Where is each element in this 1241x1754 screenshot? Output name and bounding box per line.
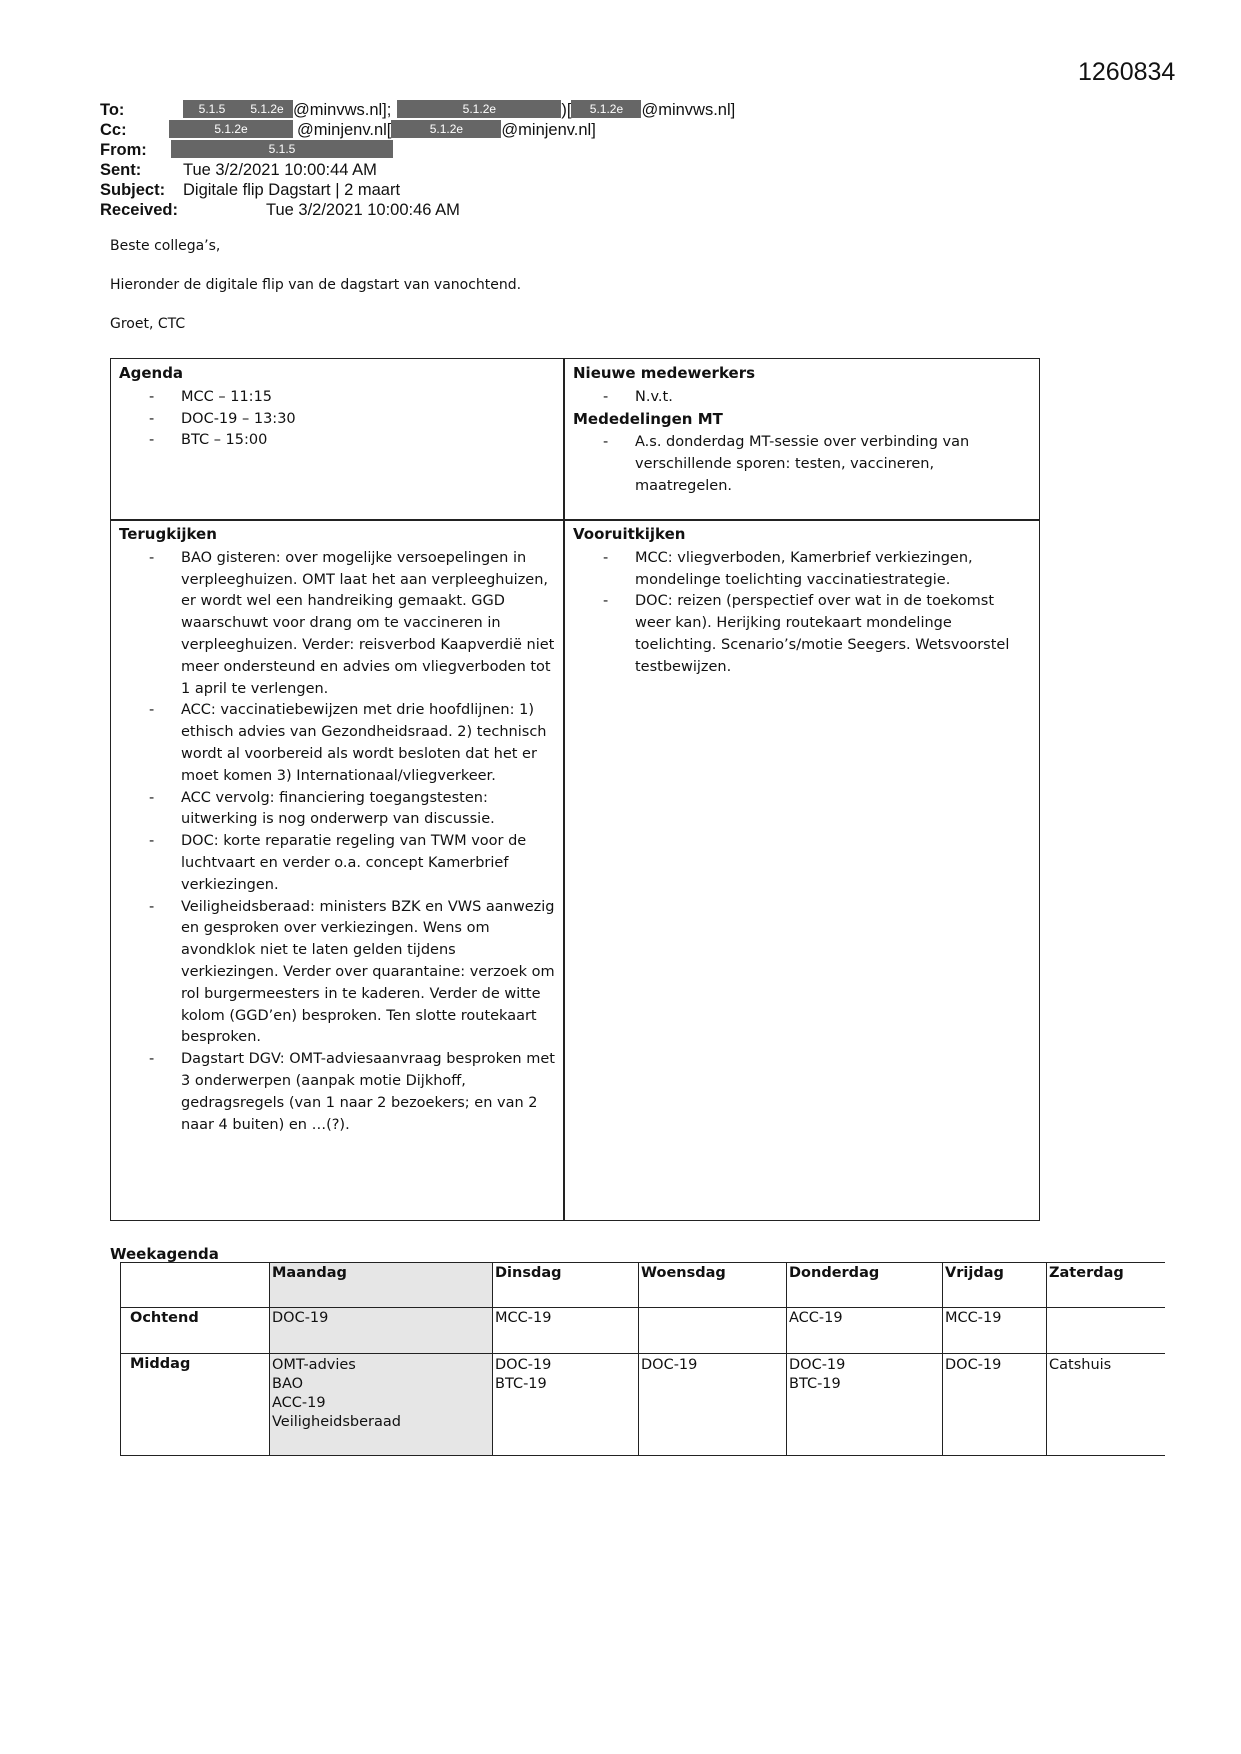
table-cell <box>639 1308 787 1354</box>
cell-line: Catshuis <box>1049 1357 1112 1373</box>
row-label: Ochtend <box>121 1308 270 1354</box>
redaction: 5.1.2e <box>571 100 641 118</box>
intro-line: Hieronder de digitale flip van de dagstart van vanochtend. <box>110 277 522 293</box>
table-header-empty <box>121 1263 270 1308</box>
nieuwe-title: Nieuwe medewerkers <box>573 364 756 382</box>
table-cell <box>1047 1354 1166 1456</box>
to-separator: )[ <box>561 101 572 119</box>
cell-line: DOC-19 <box>495 1357 552 1373</box>
weekagenda-title: Weekagenda <box>110 1245 219 1263</box>
agenda-title: Agenda <box>119 364 184 382</box>
table-header: Donderdag <box>787 1263 943 1308</box>
to-domain: @minvws.nl]; <box>293 101 392 119</box>
flip-grid <box>110 358 1040 1221</box>
nieuwe-list <box>573 387 1031 409</box>
list-item: - DOC: korte reparatie regeling van TWM voor de luchtvaart en verder o.a. concept Kamerbrief verkiezingen. <box>149 831 555 896</box>
table-header: Maandag <box>270 1263 493 1308</box>
cell-line: Veiligheidsberaad <box>272 1414 401 1430</box>
cell-line: DOC-19 <box>641 1357 698 1373</box>
list-item: - Veiligheidsberaad: ministers BZK en VWS aanwezig en gesproken over verkiezingen. Wens om avondklok niet te laten gelden tijdens verkiezingen. Verder over quarantaine: verzoek om rol burgermeesters in te kaderen. Verder de witte kolom (GGD’en) besproken. Ten slotte routekaart besproken. <box>149 897 555 1050</box>
redaction: 5.1.5 <box>183 100 241 118</box>
cell-line: BAO <box>272 1376 304 1392</box>
to-label: To: <box>100 101 125 119</box>
table-cell <box>493 1354 639 1456</box>
to-domain: @minvws.nl] <box>641 101 736 119</box>
document-number: 1260834 <box>1078 58 1176 86</box>
list-item: - ACC vervolg: financiering toegangstesten: uitwerking is nog onderwerp van discussie. <box>149 788 555 832</box>
list-item: - ACC: vaccinatiebewijzen met drie hoofdlijnen: 1) ethisch advies van Gezondheidsraad. 2) technisch wordt al voorbereid als wordt besloten dat het er moet komen 3) Internationaal/vliegverkeer. <box>149 700 555 787</box>
received-value: Tue 3/2/2021 10:00:46 AM <box>266 201 460 219</box>
table-cell <box>787 1354 943 1456</box>
cc-label: Cc: <box>100 121 127 139</box>
table-cell <box>943 1354 1047 1456</box>
received-row <box>100 200 735 220</box>
vooruitkijken-cell <box>565 520 1039 683</box>
list-item: - MCC: vliegverboden, Kamerbrief verkiezingen, mondelinge toelichting vaccinatiestrategie. <box>603 548 1031 592</box>
table-cell <box>270 1354 493 1456</box>
from-label: From: <box>100 141 147 159</box>
list-item: - MCC – 11:15 <box>149 387 555 409</box>
table-header: Dinsdag <box>493 1263 639 1308</box>
table-cell: DOC-19 <box>270 1308 493 1354</box>
subject-value: Digitale flip Dagstart | 2 maart <box>183 181 401 199</box>
redaction: 5.1.2e <box>169 120 293 138</box>
vooruitkijken-title: Vooruitkijken <box>573 525 686 543</box>
agenda-cell <box>111 359 563 456</box>
table-header: Zaterdag <box>1047 1263 1166 1308</box>
table-row <box>121 1308 1166 1354</box>
sent-label: Sent: <box>100 161 142 179</box>
list-item: - Dagstart DGV: OMT-adviesaanvraag besproken met 3 onderwerpen (aanpak motie Dijkhoff, gedragsregels (van 1 naar 2 bezoekers; en van 2 naar 4 buiten) en …(?). <box>149 1049 555 1136</box>
cell-line: OMT-advies <box>272 1357 356 1373</box>
list-item: - DOC: reizen (perspectief over wat in de toekomst weer kan). Herijking routekaart mondelinge toelichting. Scenario’s/motie Seegers. Wetsvoorstel testbewijzen. <box>603 591 1031 678</box>
cell-line: DOC-19 <box>945 1357 1002 1373</box>
subject-row <box>100 180 735 200</box>
redaction: 5.1.5 <box>171 140 393 158</box>
table-header: Woensdag <box>639 1263 787 1308</box>
mededelingen-list <box>573 432 1031 497</box>
cc-row <box>100 120 735 140</box>
weekagenda-table <box>120 1262 1165 1456</box>
terugkijken-list <box>119 548 555 1137</box>
greeting: Beste collega’s, <box>110 238 221 254</box>
row-label: Middag <box>121 1354 270 1456</box>
list-item: - DOC-19 – 13:30 <box>149 409 555 431</box>
redaction: 5.1.2e <box>241 100 293 118</box>
cc-domain: @minjenv.nl[ <box>297 121 392 139</box>
subject-label: Subject: <box>100 181 166 199</box>
table-header: Vrijdag <box>943 1263 1047 1308</box>
agenda-list <box>119 387 555 452</box>
table-cell: MCC-19 <box>493 1308 639 1354</box>
table-row <box>121 1263 1166 1308</box>
nieuwe-cell <box>565 359 1039 502</box>
table-cell <box>639 1354 787 1456</box>
terugkijken-cell <box>111 520 563 1140</box>
to-row <box>100 100 735 120</box>
received-label: Received: <box>100 201 178 219</box>
vooruitkijken-list <box>573 548 1031 679</box>
sent-value: Tue 3/2/2021 10:00:44 AM <box>183 161 377 179</box>
cell-line: BTC-19 <box>495 1376 547 1392</box>
terugkijken-title: Terugkijken <box>119 525 217 543</box>
from-row <box>100 140 735 160</box>
list-item: - BAO gisteren: over mogelijke versoepelingen in verpleeghuizen. OMT laat het aan verpleeghuizen, er wordt wel een handreiking gemaakt. GGD waarschuwt voor drang om te vaccineren in verpleeghuizen. Verder: reisverbod Kaapverdië niet meer ondersteund en advies om vliegverboden tot 1 april te verlengen. <box>149 548 555 701</box>
cc-domain: @minjenv.nl] <box>501 121 596 139</box>
list-item: - BTC – 15:00 <box>149 430 555 452</box>
table-cell: MCC-19 <box>943 1308 1047 1354</box>
cell-line: DOC-19 <box>789 1357 846 1373</box>
cell-line: ACC-19 <box>272 1395 326 1411</box>
email-header <box>100 100 735 220</box>
redaction: 5.1.2e <box>397 100 561 118</box>
list-item: - N.v.t. <box>603 387 1031 409</box>
signoff: Groet, CTC <box>110 316 186 332</box>
table-cell: ACC-19 <box>787 1308 943 1354</box>
table-cell <box>1047 1308 1166 1354</box>
list-item: - A.s. donderdag MT-sessie over verbinding van verschillende sporen: testen, vaccineren, maatregelen. <box>603 432 1011 497</box>
mededelingen-title: Mededelingen MT <box>573 409 723 428</box>
cell-line: BTC-19 <box>789 1376 841 1392</box>
redaction: 5.1.2e <box>391 120 501 138</box>
table-row <box>121 1354 1166 1456</box>
sent-row <box>100 160 735 180</box>
